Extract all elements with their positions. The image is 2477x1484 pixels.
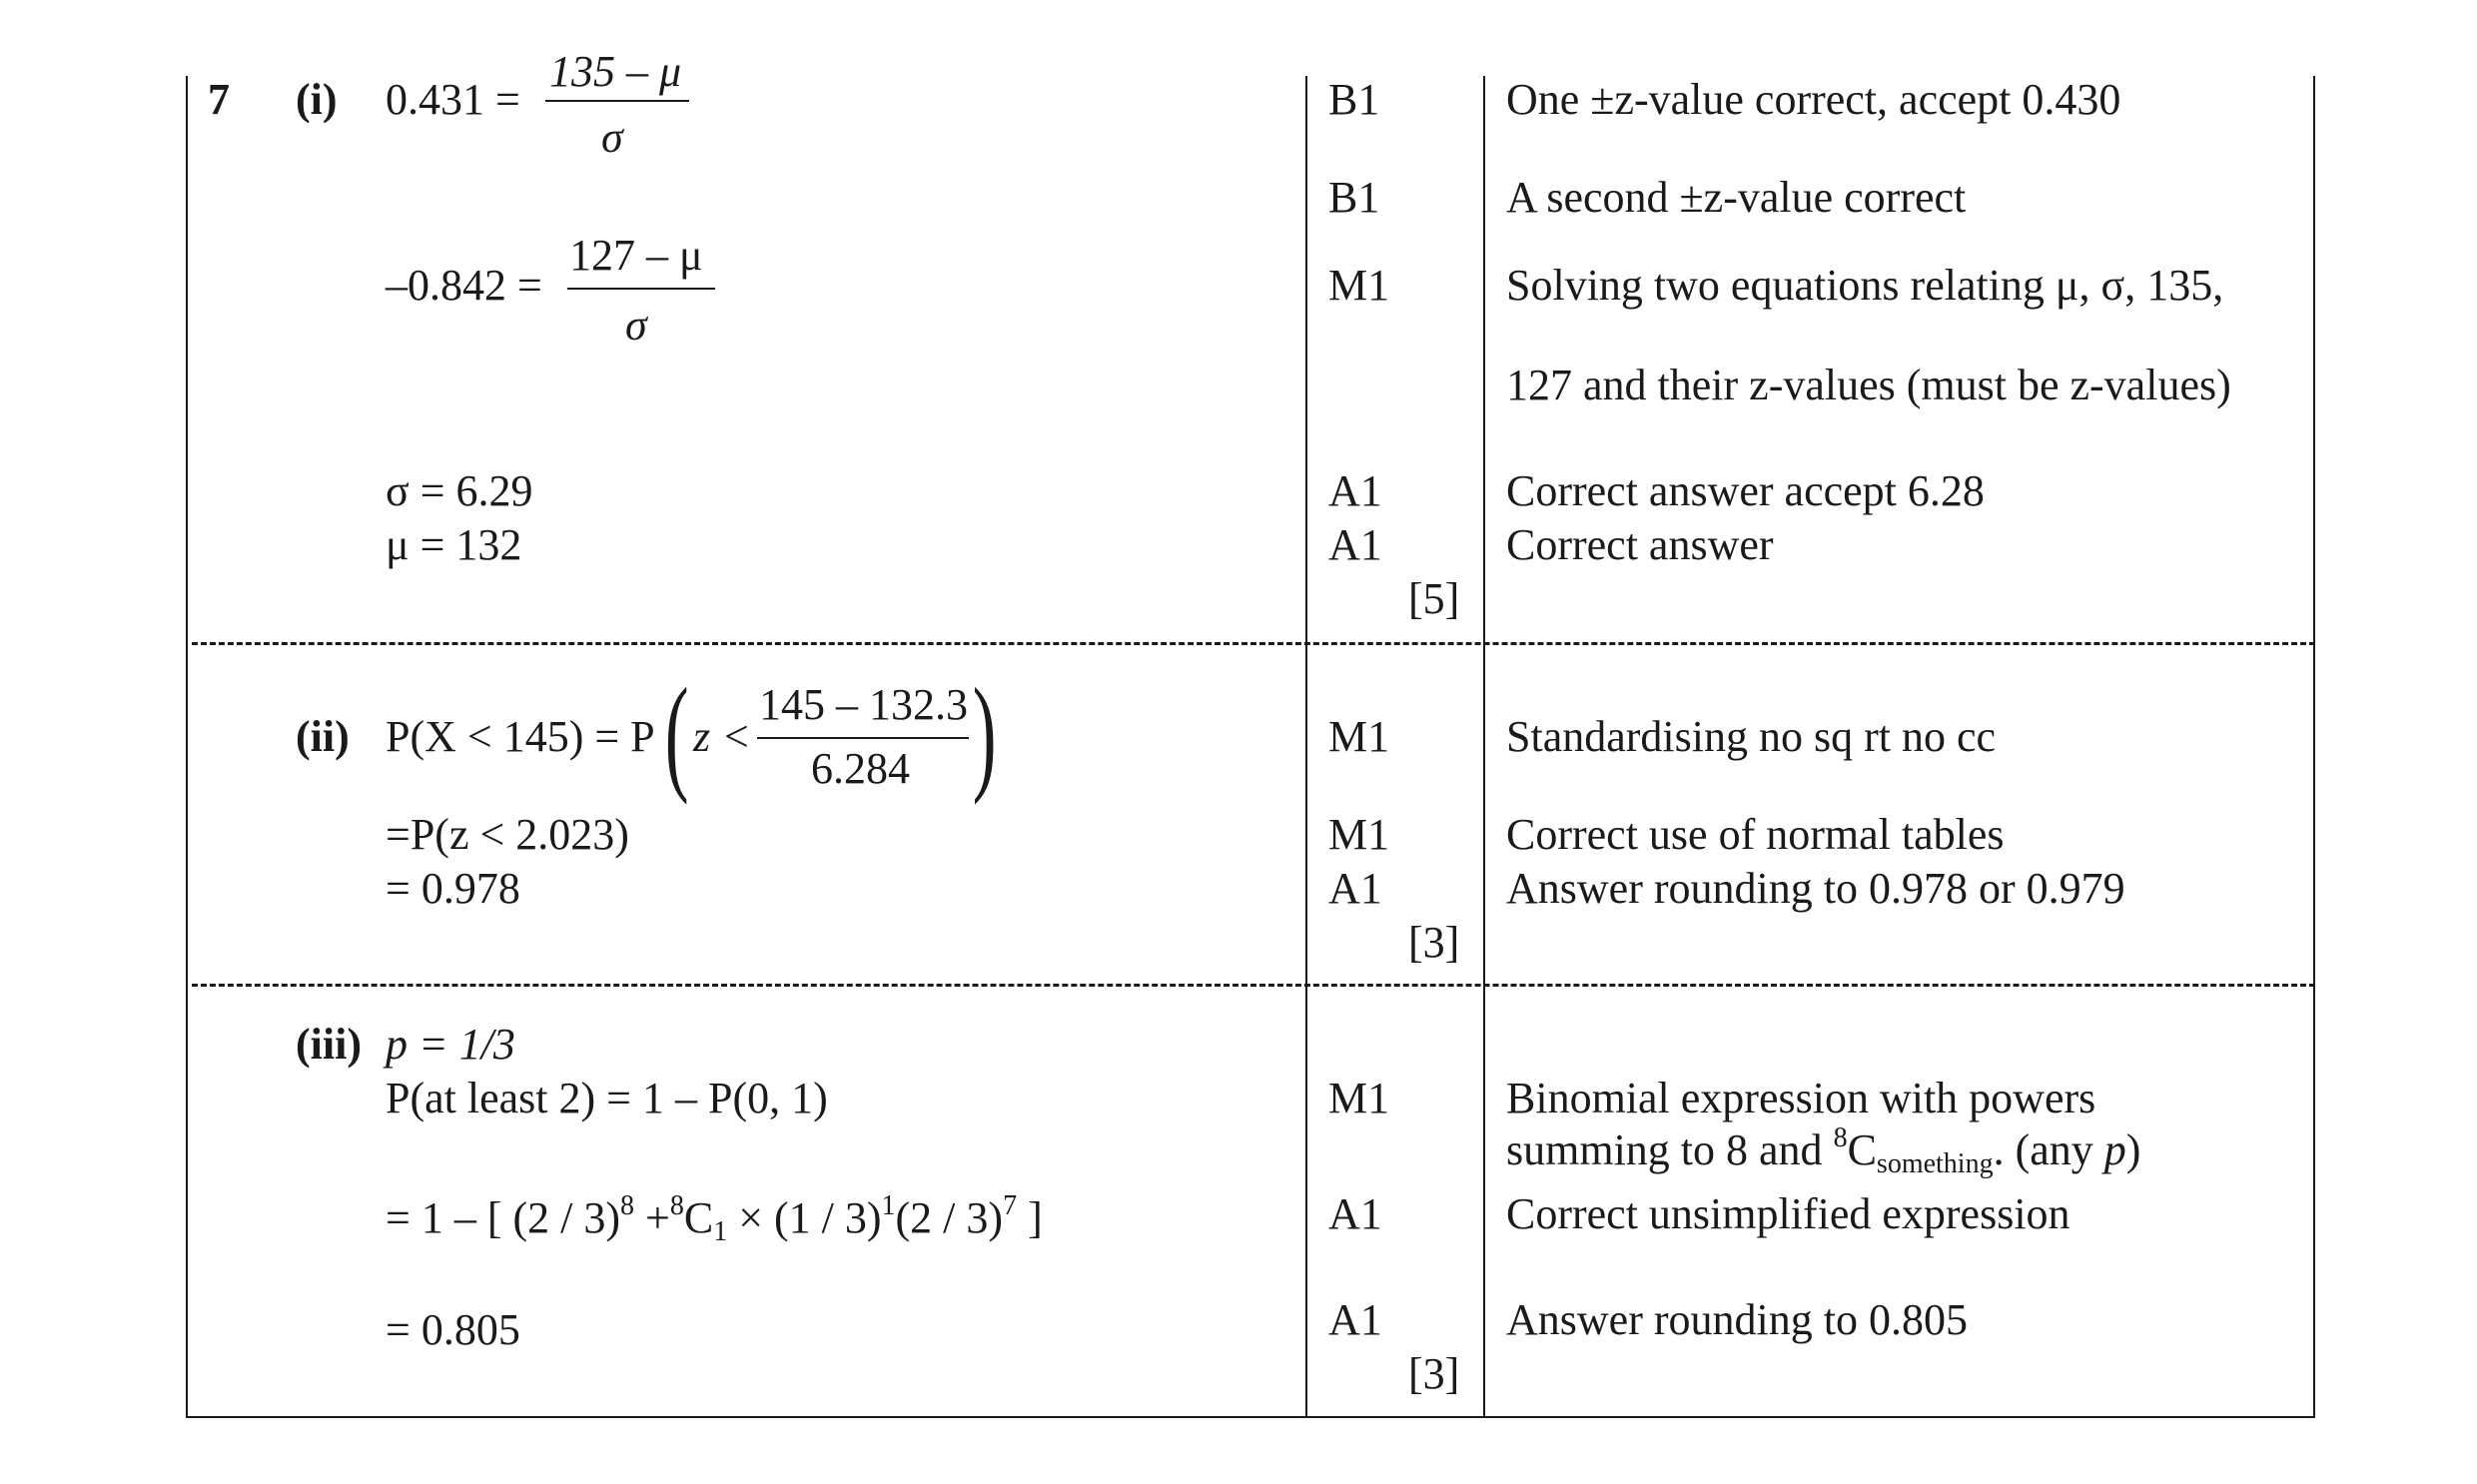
eq1-lhs: 0.431 = xyxy=(386,75,520,124)
note-iii-3: Correct unsimplified expression xyxy=(1506,1189,2070,1238)
note-iii-4: Answer rounding to 0.805 xyxy=(1506,1295,1968,1344)
notes-column-divider xyxy=(1483,76,1485,1418)
mark-ii-1: M1 xyxy=(1328,712,1390,761)
mark-iii-2: A1 xyxy=(1328,1189,1382,1238)
eq1-fraction-bar xyxy=(545,100,689,102)
note-ii-3: Answer rounding to 0.978 or 0.979 xyxy=(1506,864,2125,913)
mark-ii-2: M1 xyxy=(1328,810,1390,859)
mu-result: μ = 132 xyxy=(386,520,522,569)
mark-i-1: B1 xyxy=(1328,75,1380,124)
ii-fraction-numerator: 145 – 132.3 xyxy=(759,680,968,729)
note-iii-2-part-d: . (any xyxy=(1993,1125,2104,1174)
eq2-fraction-bar xyxy=(567,288,715,290)
iii-line3-exp2: 8 xyxy=(669,1190,684,1221)
total-iii: [3] xyxy=(1408,1349,1460,1398)
ii-z-lt: z < xyxy=(693,712,751,761)
mark-ii-3: A1 xyxy=(1328,864,1382,913)
mark-i-5: A1 xyxy=(1328,520,1382,569)
note-i-4: 127 and their z-values (must be z-values) xyxy=(1506,361,2231,409)
note-iii-2-sub: something xyxy=(1876,1148,1994,1179)
iii-line3-sub: 1 xyxy=(713,1216,728,1247)
table-right-border xyxy=(2313,76,2315,1418)
iii-line3-part-a: = 1 – [ (2 / 3) xyxy=(386,1193,620,1242)
note-iii-2-part-a: summing to 8 and xyxy=(1506,1125,1834,1174)
mark-iii-3: A1 xyxy=(1328,1295,1382,1344)
marks-column-divider xyxy=(1305,76,1307,1418)
mark-i-4: A1 xyxy=(1328,466,1382,515)
iii-line3-exp4: 7 xyxy=(1003,1190,1018,1221)
part-divider-2 xyxy=(192,984,2315,987)
note-ii-1: Standardising no sq rt no cc xyxy=(1506,712,1997,761)
ii-line1-lhs: P(X < 145) = P xyxy=(386,712,655,761)
note-iii-2-sup: 8 xyxy=(1833,1122,1848,1153)
iii-line3-exp1: 8 xyxy=(620,1190,634,1221)
ii-right-paren: ) xyxy=(972,662,997,806)
iii-line3-part-b: + xyxy=(634,1193,670,1242)
note-iii-2-part-c: C xyxy=(1847,1125,1877,1174)
total-i: [5] xyxy=(1408,574,1460,623)
note-i-6: Correct answer xyxy=(1506,520,1774,569)
part-iii-label: (iii) xyxy=(296,1020,362,1069)
iii-line3-part-c: C xyxy=(683,1193,714,1242)
ii-line3: = 0.978 xyxy=(386,864,520,913)
ii-fraction-denominator: 6.284 xyxy=(811,744,910,793)
mark-i-2: B1 xyxy=(1328,173,1380,222)
iii-line3-part-d: × (1 / 3) xyxy=(727,1193,882,1242)
iii-line2: P(at least 2) = 1 – P(0, 1) xyxy=(386,1074,828,1122)
note-ii-2: Correct use of normal tables xyxy=(1506,810,2005,859)
question-number: 7 xyxy=(208,75,230,124)
ii-left-paren: ( xyxy=(664,662,689,806)
part-i-label: (i) xyxy=(296,75,338,124)
table-bottom-border xyxy=(186,1416,2315,1418)
note-i-2: A second ±z-value correct xyxy=(1506,173,1967,222)
iii-line3-part-e: (2 / 3) xyxy=(895,1193,1004,1242)
ii-fraction-bar xyxy=(757,737,969,739)
part-ii-label: (ii) xyxy=(296,712,350,761)
note-iii-2-part-e: ) xyxy=(2125,1125,2141,1174)
eq1-denominator: σ xyxy=(601,113,623,162)
sigma-result: σ = 6.29 xyxy=(386,466,533,515)
note-i-1: One ±z-value correct, accept 0.430 xyxy=(1506,75,2121,124)
note-iii-2-p: p xyxy=(2103,1125,2126,1174)
iii-line4: = 0.805 xyxy=(386,1305,520,1354)
table-left-border xyxy=(186,76,188,1418)
eq2-lhs: –0.842 = xyxy=(386,261,542,310)
eq2-numerator xyxy=(569,231,703,280)
note-i-5: Correct answer accept 6.28 xyxy=(1506,466,1985,515)
iii-line3 xyxy=(386,1192,1043,1246)
part-divider-1 xyxy=(192,642,2315,645)
mark-i-3: M1 xyxy=(1328,261,1390,310)
iii-line3-exp3: 1 xyxy=(881,1190,896,1221)
iii-line1: p = 1/3 xyxy=(386,1020,515,1069)
eq2-denominator: σ xyxy=(625,301,647,350)
ii-line2: =P(z < 2.023) xyxy=(386,810,629,859)
note-i-3: Solving two equations relating μ, σ, 135, xyxy=(1506,261,2224,310)
total-ii: [3] xyxy=(1408,918,1460,967)
eq2-numerator-text: 127 – μ xyxy=(569,231,703,280)
iii-line3-part-f: ] xyxy=(1017,1193,1043,1242)
eq1-numerator: 135 – μ xyxy=(549,47,682,96)
note-iii-2 xyxy=(1506,1124,2140,1178)
mark-iii-1: M1 xyxy=(1328,1074,1390,1122)
note-iii-1: Binomial expression with powers xyxy=(1506,1074,2096,1122)
